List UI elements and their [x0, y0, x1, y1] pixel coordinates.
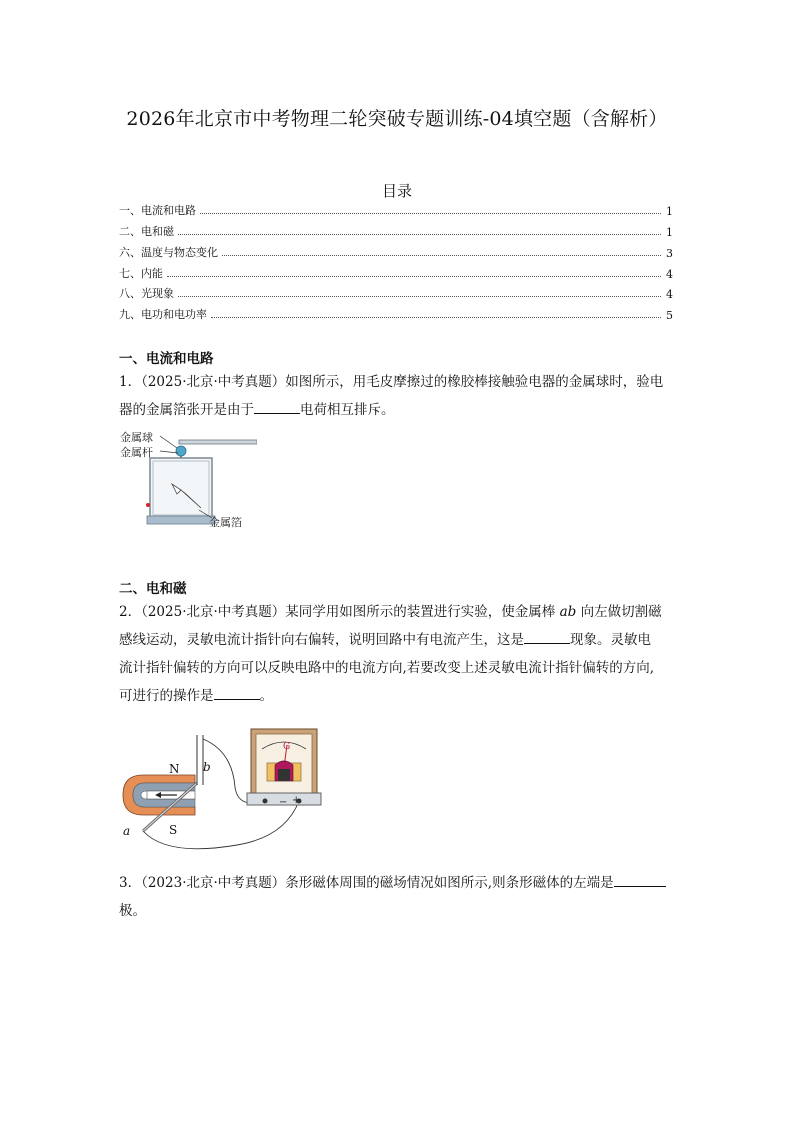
question-text: 向左做切割磁 — [580, 604, 662, 620]
knob-icon — [146, 503, 150, 507]
question-text: 感线运动，灵敏电流计指针向右偏转，说明回路中有电流产生，这是 — [119, 632, 524, 648]
rubber-rod — [179, 440, 257, 444]
toc-item-label: 八、光现象 — [119, 287, 174, 300]
toc-item[interactable] — [119, 285, 673, 301]
question-text: ab — [559, 604, 577, 620]
toc-item-label: 一、电流和电路 — [119, 204, 196, 217]
answer-blank[interactable] — [254, 399, 300, 414]
section-heading: 二、电和磁 — [119, 581, 187, 597]
label-b: b — [203, 760, 211, 774]
label-a: a — [123, 824, 131, 838]
question-1 — [119, 368, 677, 424]
toc-item[interactable] — [119, 223, 673, 239]
question-1-line — [119, 396, 677, 424]
toc-item-label: 六、温度与物态变化 — [119, 246, 218, 259]
electroscope-figure — [117, 428, 257, 532]
label-s-pole: S — [169, 823, 178, 837]
label-minus: − — [279, 797, 288, 808]
question-text: 流计指针偏转的方向可以反映电路中的电流方向,若要改变上述灵敏电流计指针偏转的方向, — [119, 660, 655, 676]
question-text: 电荷相互排斥。 — [300, 402, 395, 418]
question-3 — [119, 869, 677, 925]
toc-item[interactable] — [119, 306, 673, 322]
toc-item[interactable] — [119, 244, 673, 260]
toc-leader-dots — [200, 212, 661, 214]
terminal-icon — [263, 799, 268, 804]
toc-item-page: 1 — [666, 205, 673, 218]
toc-leader-dots — [222, 254, 661, 256]
toc-item-label: 七、内能 — [119, 267, 163, 280]
question-text: 3．（2023·北京·中考真题）条形磁体周围的磁场情况如图所示,则条形磁体的左端是 — [119, 875, 614, 891]
toc-item[interactable] — [119, 202, 673, 218]
document-title: 2026年北京市中考物理二轮突破专题训练-04填空题（含解析） — [126, 108, 668, 130]
glass-jar — [150, 458, 212, 518]
toc-leader-dots — [167, 275, 661, 277]
answer-blank[interactable] — [524, 629, 570, 644]
label-plus: + — [292, 795, 301, 806]
label-n-pole: N — [169, 762, 180, 776]
answer-blank[interactable] — [214, 685, 260, 700]
toc-heading: 目录 — [381, 182, 412, 200]
question-text: 2．（2025·北京·中考真题）某同学用如图所示的装置进行实验，使金属棒 — [119, 604, 556, 620]
toc-item-page: 4 — [666, 268, 673, 281]
question-text: 极。 — [119, 903, 146, 919]
question-text: 。 — [259, 688, 273, 704]
toc-item-label: 二、电和磁 — [119, 225, 174, 238]
question-text: 现象。灵敏电 — [570, 632, 651, 648]
induction-figure — [117, 727, 327, 857]
question-text: 可进行的操作是 — [119, 688, 214, 704]
label-metal-rod: 金属杆 — [120, 446, 153, 459]
toc-item[interactable] — [119, 265, 673, 281]
toc-item-label: 九、电功和电功率 — [119, 308, 207, 321]
toc-item-page: 4 — [666, 288, 673, 301]
label-g: G — [283, 742, 291, 752]
answer-blank[interactable] — [614, 872, 666, 887]
section-heading: 一、电流和电路 — [119, 351, 214, 367]
toc-leader-dots — [178, 295, 661, 297]
question-text: 器的金属箔张开是由于 — [119, 402, 254, 418]
toc-leader-dots — [211, 316, 661, 318]
toc-leader-dots — [178, 233, 661, 235]
metal-ball — [176, 446, 186, 456]
toc-item-page: 5 — [666, 309, 673, 322]
label-metal-foil: 金属箔 — [209, 516, 242, 529]
question-2 — [119, 598, 677, 710]
question-1-line: 1．（2025·北京·中考真题）如图所示，用毛皮摩擦过的橡胶棒接触验电器的金属球时，验电 — [119, 374, 664, 390]
toc-item-page: 3 — [666, 247, 673, 260]
label-metal-ball: 金属球 — [120, 431, 153, 444]
toc-item-page: 1 — [666, 226, 673, 239]
jar-base — [147, 516, 215, 524]
